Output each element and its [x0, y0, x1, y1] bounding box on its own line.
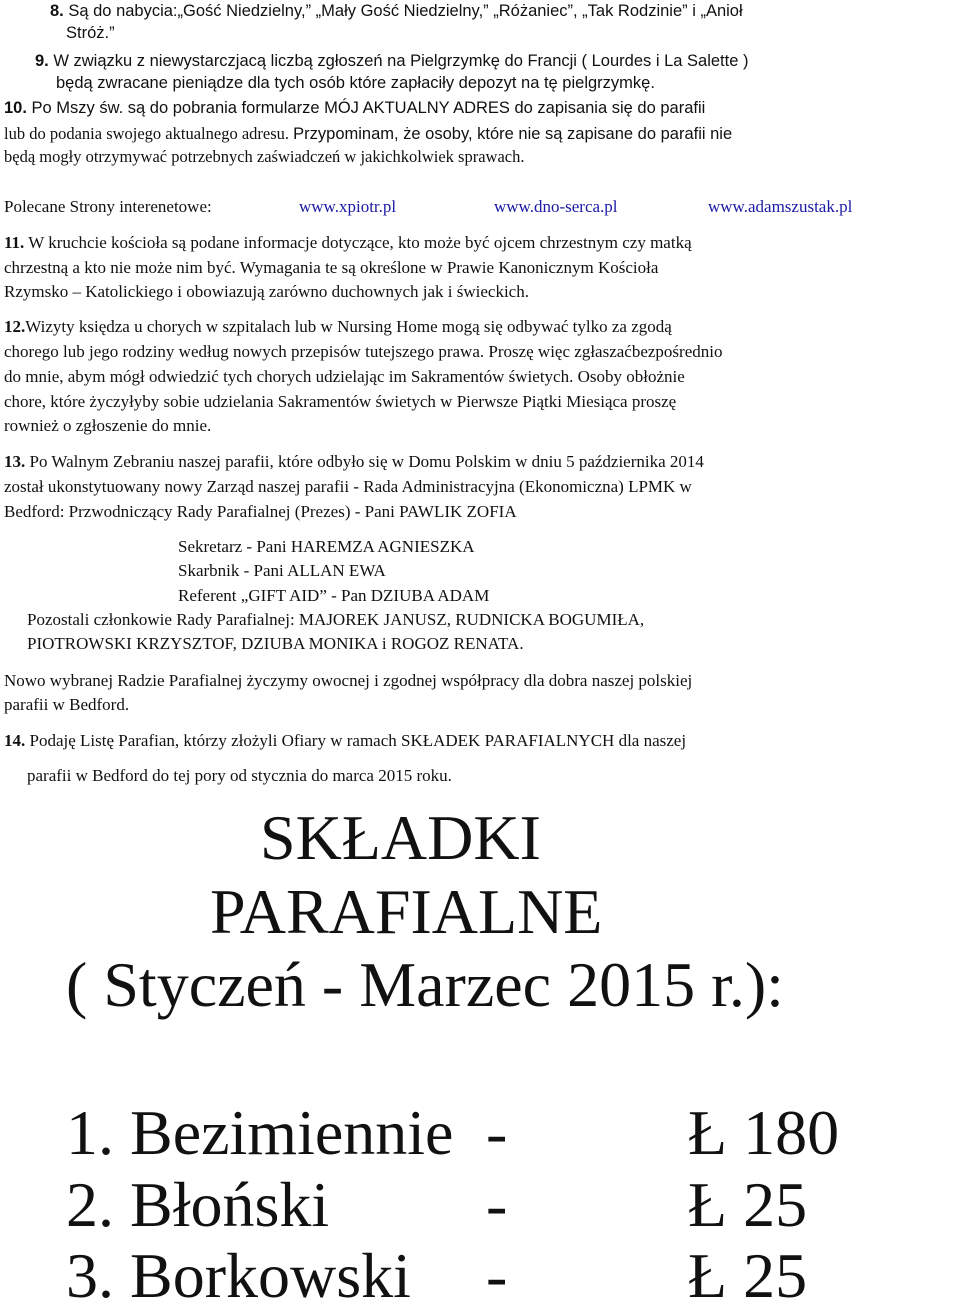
- donor-dash: -: [486, 1169, 508, 1240]
- donation-row: [0, 1244, 960, 1303]
- item-9-number: 9.: [35, 52, 49, 70]
- item-9-text-1: W związku z niewystarczjacą liczbą zgłoszeń na Pielgrzymkę do Francji ( Lourdes i La Salette ): [53, 52, 749, 70]
- item-13-number: 13.: [4, 452, 26, 471]
- item-12-line-5: rownież o zgłoszenie do mnie.: [4, 416, 212, 435]
- donor-amount: Ł 180: [688, 1097, 840, 1168]
- item-8-line-1: [50, 2, 743, 21]
- item-11-line-2: chrzestną a kto nie może nim być. Wymagania te są określone w Prawie Kanonicznym Kościoła: [4, 258, 659, 277]
- item-14-line-1: [4, 731, 686, 751]
- item-10-number: 10.: [4, 99, 27, 117]
- donor-amount: Ł 25: [688, 1169, 808, 1240]
- item-8-text-1: Są do nabycia:„Gość Niedzielny,” „Mały Gość Niedzielny,” „Różaniec”, „Tak Rodzinie” i „Anioł: [68, 2, 743, 20]
- item-13-line-1: [4, 452, 704, 472]
- item-10-text-2b: Przypominam, że osoby, które nie są zapisane do parafii nie: [293, 125, 733, 143]
- item-10-text-1: Po Mszy św. są do pobrania formularze MÓJ AKTUALNY ADRES do zapisania się do parafii: [31, 99, 706, 117]
- item-11-text-1: W kruchcie kościoła są podane informacje dotyczące, kto może być ojcem chrzestnym czy matką: [28, 233, 692, 252]
- recommended-label: Polecane Strony interenetowe:: [4, 197, 212, 216]
- item-9-line-2: będą zwracane pieniądze dla tych osób które zapłaciły depozyt na tę pielgrzymkę.: [56, 74, 655, 92]
- heading-period: ( Styczeń - Marzec 2015 r.):: [66, 949, 784, 1020]
- council-treasurer: Skarbnik - Pani ALLAN EWA: [178, 561, 386, 580]
- donor-amount: Ł 25: [688, 1244, 808, 1303]
- item-12-line-4: chore, które życzyłyby sobie udzielania Sakramentów świetych w Pierwsze Piątki Miesiąca proszę: [4, 392, 677, 411]
- item-12-line-1: [4, 317, 672, 337]
- item-12-number: 12.: [4, 317, 26, 336]
- item-8-number: 8.: [50, 2, 64, 20]
- item-14-text-1: Podaję Listę Parafian, którzy złożyli Ofiary w ramach SKŁADEK PARAFIALNYCH dla naszej: [29, 731, 687, 750]
- item-11-line-3: Rzymsko – Katolickiego i obowiazują zarówno duchownych jak i świeckich.: [4, 282, 529, 301]
- item-10-text-2a: lub do podania swojego aktualnego adresu.: [4, 124, 290, 143]
- item-13-line-3: Bedford: Przwodniczący Rady Parafialnej (Prezes) - Pani PAWLIK ZOFIA: [4, 502, 517, 521]
- donation-row: [0, 1097, 960, 1168]
- item-10-line-1: [4, 99, 705, 118]
- donor-name: 2. Błoński: [66, 1169, 330, 1240]
- item-11-number: 11.: [4, 233, 25, 252]
- council-wish-2: parafii w Bedford.: [4, 695, 130, 714]
- item-11-line-1: [4, 233, 692, 253]
- item-14-line-2: parafii w Bedford do tej pory od stycznia do marca 2015 roku.: [27, 766, 452, 785]
- item-14-number: 14.: [4, 731, 26, 750]
- donor-dash: -: [486, 1244, 508, 1303]
- item-12-line-2: chorego lub jego rodziny według nowych przepisów tutejszego prawa. Proszę więc zgłaszaćbezpośrednio: [4, 342, 723, 361]
- donor-name: 3. Borkowski: [66, 1244, 411, 1303]
- item-13-text-1: Po Walnym Zebraniu naszej parafii, które odbyło się w Domu Polskim w dniu 5 października 2014: [29, 452, 704, 471]
- heading-skladki: SKŁADKI: [260, 802, 541, 873]
- donor-dash: -: [486, 1097, 508, 1168]
- council-referent: Referent „GIFT AID” - Pan DZIUBA ADAM: [178, 586, 490, 605]
- item-13-line-2: został ukonstytuowany nowy Zarząd naszej parafii - Rada Administracyjna (Ekonomiczna) LPMK w: [4, 477, 692, 496]
- item-10-line-3: będą mogły otrzymywać potrzebnych zaświadczeń w jakichkolwiek sprawach.: [4, 147, 525, 166]
- item-10-line-2: [4, 124, 732, 144]
- donor-name: 1. Bezimiennie: [66, 1097, 454, 1168]
- item-12-text-1: Wizyty księdza u chorych w szpitalach lub w Nursing Home mogą się odbywać tylko za zgodą: [25, 317, 672, 336]
- council-others-1: Pozostali członkowie Rady Parafialnej: MAJOREK JANUSZ, RUDNICKA BOGUMIŁA,: [27, 610, 645, 629]
- item-12-line-3: do mnie, abym mógł odwiedzić tych chorych udzielając im Sakramentów świetych. Osoby obłożnie: [4, 367, 685, 386]
- heading-parafialne: PARAFIALNE: [210, 876, 603, 947]
- item-8-line-2: Stróż.”: [66, 24, 115, 42]
- council-secretary: Sekretarz - Pani HAREMZA AGNIESZKA: [178, 537, 475, 556]
- council-others-2: PIOTROWSKI KRZYSZTOF, DZIUBA MONIKA i ROGOZ RENATA.: [27, 634, 524, 653]
- council-wish-1: Nowo wybranej Radzie Parafialnej życzymy owocnej i zgodnej współpracy dla dobra naszej polskiej: [4, 671, 693, 690]
- link-dno-serca[interactable]: www.dno-serca.pl: [494, 197, 618, 216]
- item-9-line-1: [35, 52, 748, 71]
- link-xpiotr[interactable]: www.xpiotr.pl: [299, 197, 397, 216]
- donation-row: [0, 1169, 960, 1240]
- link-adamszustak[interactable]: www.adamszustak.pl: [708, 197, 853, 216]
